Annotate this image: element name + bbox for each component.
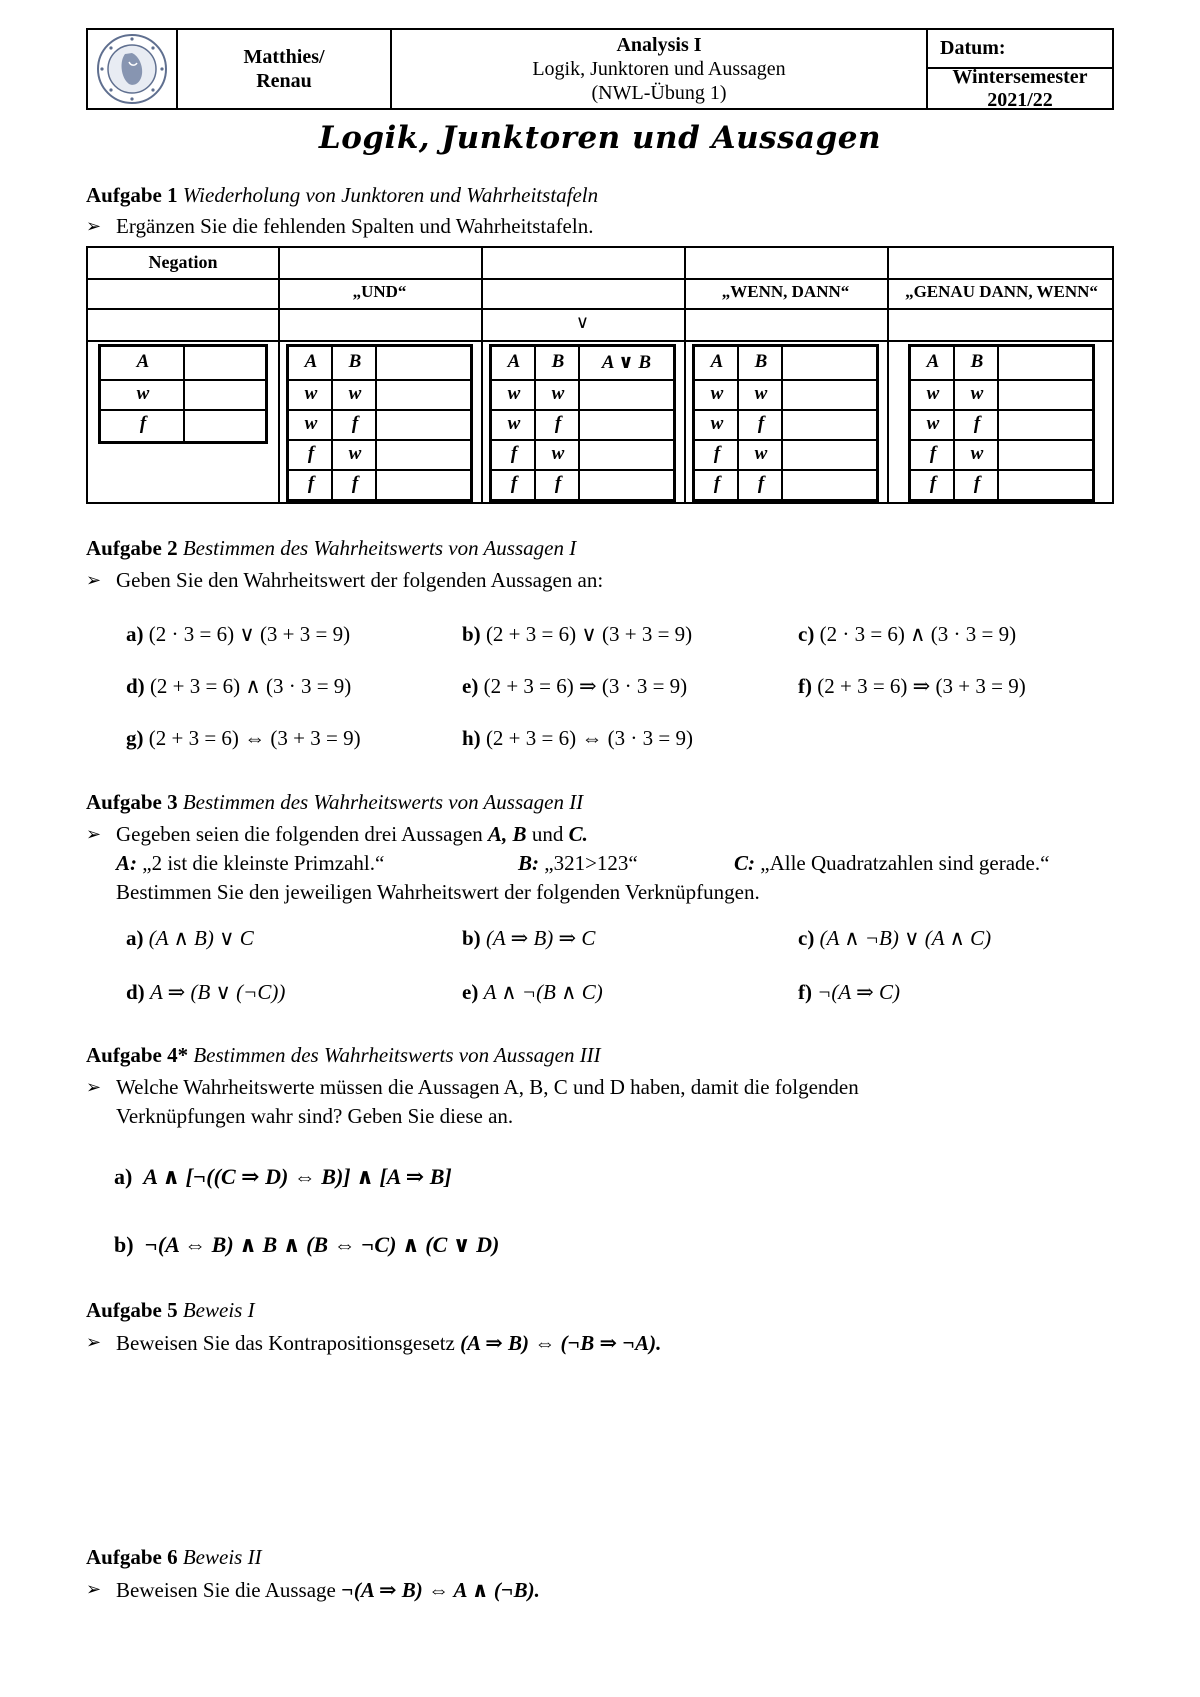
wd-r3-b: w [754,443,768,464]
neg-row1-a: w [136,383,150,404]
task1-instruction: Ergänzen Sie die fehlenden Spalten und Wahrheitstafeln. [116,214,594,238]
neg-header-a: A [136,351,150,372]
gdw-r4-b: f [973,473,981,494]
or-r3-a: f [510,443,518,464]
task3-item-b: b) (A ⇒ B) ⇒ C [462,926,596,950]
course-subtitle: Logik, Junktoren und Aussagen [532,58,786,80]
task6-number: Aufgabe 6 [86,1545,178,1569]
task6-heading [86,1545,262,1570]
or-r4-a: f [510,473,518,494]
task4-name: Bestimmen des Wahrheitswerts von Aussagen III [193,1043,601,1067]
und-table [286,344,473,502]
date-semester-cell [928,30,1112,111]
task3-instruction2: Bestimmen Sie den jeweiligen Wahrheitswert der folgenden Verknüpfungen. [116,880,760,904]
gdw-r3-b: w [970,443,984,464]
or-table [489,344,676,502]
wd-r3-a: f [713,443,721,464]
und-r1-a: w [304,383,318,404]
task3-name: Bestimmen des Wahrheitswerts von Aussagen II [182,790,584,814]
task2-instruction: Geben Sie den Wahrheitswert der folgenden Aussagen an: [116,568,604,592]
task6-name: Beweis II [182,1545,262,1569]
column-or: ∨ [575,312,590,332]
course-code: (NWL-Übung 1) [591,82,727,104]
task1-heading [86,183,598,208]
negation-table [98,344,268,444]
und-r4-a: f [307,473,315,494]
und-r4-b: f [351,473,359,494]
or-r3-b: w [551,443,565,464]
arrow-bullet-icon: ➢ [86,1077,102,1097]
task6-instruction-line: ➢ Beweisen Sie die Aussage ¬(A ⇒ B) ⇔ A ∧ (¬B). [86,1578,540,1602]
task2-name: Bestimmen des Wahrheitswerts von Aussagen I [182,536,577,560]
task3-instruction-line: ➢ Gegeben seien die folgenden drei Aussagen A, B und C. [86,822,588,846]
arrow-bullet-icon: ➢ [86,1332,102,1352]
task3-number: Aufgabe 3 [86,790,178,814]
task4-item-a: a) A ∧ [¬((C ⇒ D) ⇔ B)] ∧ [A ⇒ B] [114,1164,452,1189]
und-header-a: A [304,351,318,372]
neg-row2-a: f [139,413,147,434]
or-header-b: B [551,351,565,372]
university-seal-icon [95,32,169,106]
university-seal [88,30,178,108]
und-r3-b: w [348,443,362,464]
arrow-bullet-icon: ➢ [86,216,102,236]
arrow-bullet-icon: ➢ [86,824,102,844]
wd-r4-b: f [757,473,765,494]
statement-a: A: „2 ist die kleinste Primzahl.“ [116,851,385,875]
task4-instruction-1: Welche Wahrheitswerte müssen die Aussagen A, B, C und D haben, damit die folgenden [116,1075,859,1099]
statement-b: B: „321>123“ [518,851,638,875]
column-negation: Negation [148,252,218,272]
gdw-r4-a: f [929,473,937,494]
task5-instruction-line: ➢ Beweisen Sie das Kontrapositionsgesetz (A ⇒ B) ⇔ (¬B ⇒ ¬A). [86,1331,662,1355]
task3-item-e: e) A ∧ ¬(B ∧ C) [462,980,603,1004]
arrow-bullet-icon: ➢ [86,1579,102,1599]
und-r2-a: w [304,413,318,434]
page-title: Logik, Junktoren und Aussagen [318,120,882,156]
task3-item-d: d) A ⇒ (B ∨ (¬C)) [126,980,286,1004]
course-title: Analysis I [616,34,702,56]
gdw-header-a: A [926,351,940,372]
task2-item-g: g) (2 + 3 = 6) ⇔ (3 + 3 = 9) [126,726,361,750]
wd-r1-a: w [710,383,724,404]
task2-item-a: a) (2 · 3 = 6) ∨ (3 + 3 = 9) [126,622,351,646]
column-genau-dann-wenn: „GENAU DANN, WENN“ [905,282,1098,301]
or-header-result: A ∨ B [601,352,652,373]
semester-label: Wintersemester 2021/22 [952,65,1088,111]
und-header-b: B [348,351,362,372]
gdw-r1-a: w [926,383,940,404]
or-r1-b: w [551,383,565,404]
wd-r1-b: w [754,383,768,404]
task1-instruction-line [86,214,593,239]
task1-name: Wiederholung von Junktoren und Wahrheitstafeln [182,183,599,207]
gdw-r3-a: f [929,443,937,464]
gdw-r1-b: w [970,383,984,404]
gdw-r2-a: w [926,413,940,434]
und-r2-b: f [351,413,359,434]
wd-r2-b: f [757,413,765,434]
or-r2-a: w [507,413,521,434]
genau-dann-wenn-table [908,344,1095,502]
gdw-r2-b: f [973,413,981,434]
task2-item-e: e) (2 + 3 = 6) ⇒ (3 · 3 = 9) [462,674,688,698]
gdw-header-b: B [970,351,984,372]
authors-line2: Renau [256,70,312,92]
task4-instruction-2: Verknüpfungen wahr sind? Geben Sie diese an. [116,1104,514,1128]
wd-r2-a: w [710,413,724,434]
task3-item-f: f) ¬(A ⇒ C) [798,980,900,1004]
statement-c: C: „Alle Quadratzahlen sind gerade.“ [734,851,1050,875]
task4-number: Aufgabe 4* [86,1043,189,1067]
task2-item-d: d) (2 + 3 = 6) ∧ (3 · 3 = 9) [126,674,352,698]
authors-line1: Matthies/ [243,46,325,68]
wd-r4-a: f [713,473,721,494]
truth-table-grid [86,246,1114,504]
task4-heading [86,1043,601,1068]
task2-item-b: b) (2 + 3 = 6) ∨ (3 + 3 = 9) [462,622,693,646]
task4-instruction-line [86,1075,1126,1100]
column-und: „UND“ [352,282,407,301]
und-r1-b: w [348,383,362,404]
or-r1-a: w [507,383,521,404]
task2-item-f: f) (2 + 3 = 6) ⇒ (3 + 3 = 9) [798,674,1026,698]
header-table [86,28,1114,110]
column-wenn-dann: „WENN, DANN“ [721,282,850,301]
und-r3-a: f [307,443,315,464]
task3-heading [86,790,583,815]
task2-heading [86,536,576,561]
date-label: Datum: [928,30,1112,69]
task5-name: Beweis I [182,1298,255,1322]
wd-header-b: B [754,351,768,372]
or-r4-b: f [554,473,562,494]
course-cell [392,30,928,108]
task2-instruction-line [86,568,603,593]
task5-heading [86,1298,255,1323]
task2-item-h: h) (2 + 3 = 6) ⇔ (3 · 3 = 9) [462,726,693,750]
task1-number: Aufgabe 1 [86,183,178,207]
task5-number: Aufgabe 5 [86,1298,178,1322]
task2-item-c: c) (2 · 3 = 6) ∧ (3 · 3 = 9) [798,622,1017,646]
task4-item-b: b) ¬(A ⇔ B) ∧ B ∧ (B ⇔ ¬C) ∧ (C ∨ D) [114,1232,500,1257]
wd-header-a: A [710,351,724,372]
task3-item-c: c) (A ∧ ¬B) ∨ (A ∧ C) [798,926,992,950]
task3-item-a: a) (A ∧ B) ∨ C [126,926,254,950]
wenn-dann-table [692,344,879,502]
or-r2-b: f [554,413,562,434]
authors-cell [178,30,392,108]
or-header-a: A [507,351,521,372]
task2-number: Aufgabe 2 [86,536,178,560]
arrow-bullet-icon: ➢ [86,570,102,590]
